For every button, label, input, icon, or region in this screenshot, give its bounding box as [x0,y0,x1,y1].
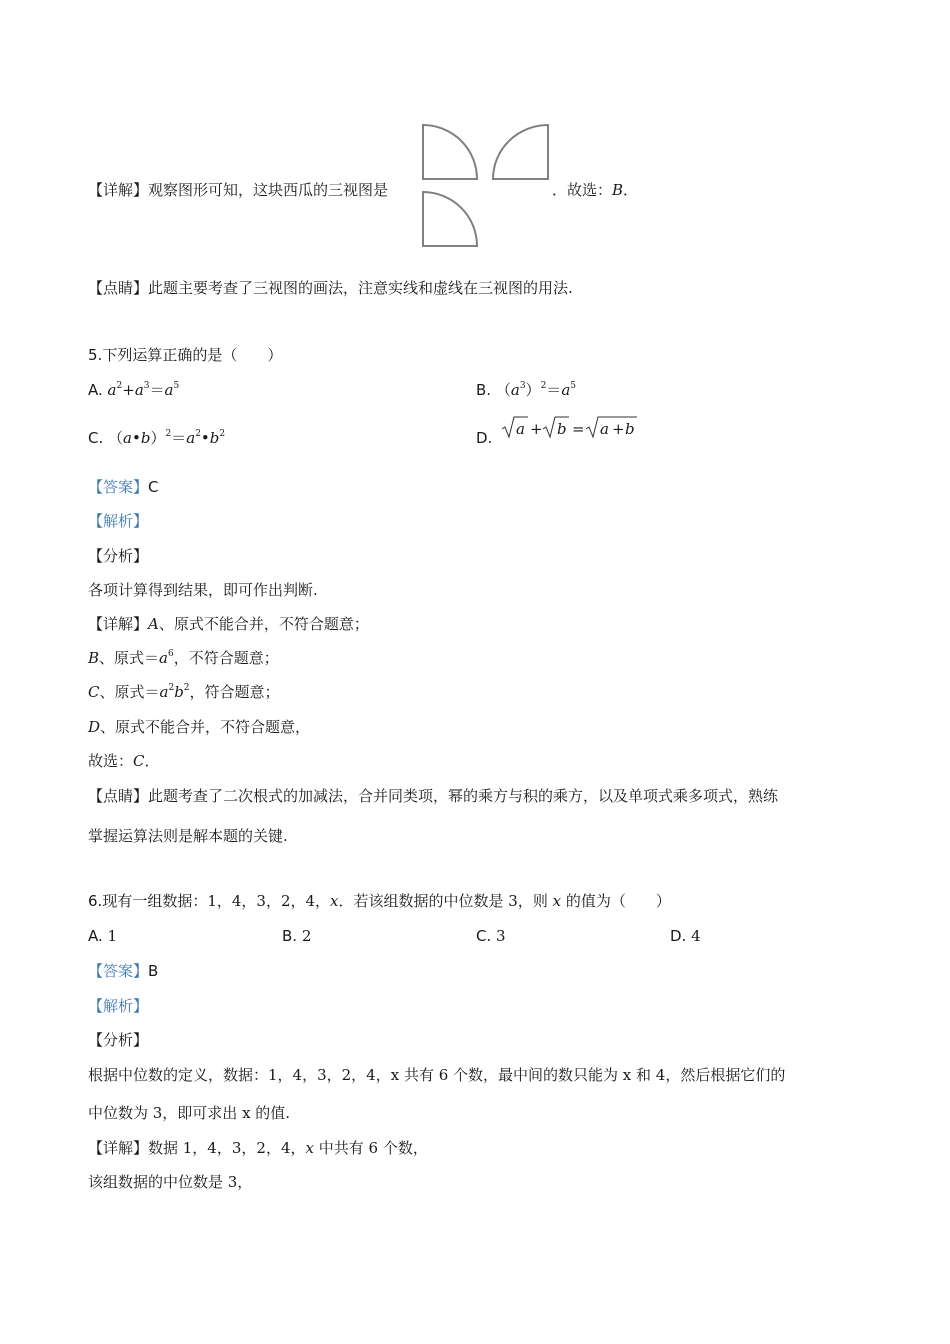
q5-option-b-expr: $(a^3)^2=a^5$ [495,381,576,399]
three-view-figure [420,122,552,250]
q6-fenxi-line1: 根据中位数的定义，数据：1，4，3，2，4，x 共有 6 个数，最中间的数只能为 x 和 4，然后根据它们的 [88,1066,786,1084]
q5-answer-tag: 【答案】 [88,478,149,496]
svg-text:b: b [557,420,567,438]
q5-answer-value: C [148,478,159,496]
svg-text:a: a [600,420,609,438]
top-view-quarter-circle [423,192,477,246]
q5-answer [88,477,159,497]
q5-option-d: D. [476,429,493,447]
q4-note: 【点睛】此题主要考查了三视图的画法，注意实线和虚线在三视图的用法. [88,279,573,297]
q6-detail-line2: 该组数据的中位数是 3， [88,1173,253,1191]
q6-option-a: A. 1 [88,927,118,945]
svg-text:+: + [530,420,543,438]
q5-option-c: C. $(a•b)^2=a^2•b^2$ [88,429,226,447]
q6-stem: 6.现有一组数据：1，4，3，2，4，x．若该组数据的中位数是 3，则 x 的值为（ ） [88,892,671,910]
q5-note-line1: 【点睛】此题考查了二次根式的加减法，合并同类项，幂的乘方与积的乘方，以及单项式乘多项式，熟练 [88,787,779,805]
q6-answer [88,961,158,981]
q5-option-b: B. $(a^3)^2=a^5$ [476,381,576,399]
q5-option-a: A. $a^2+a^3=a^5$ [88,381,180,399]
q5-detail-b: B、原式$=a^6$，不符合题意； [88,649,279,667]
q4-detail-after: ．故选：B． [552,181,639,199]
q6-option-b: B. 2 [282,927,312,945]
q6-detail-line1: 【详解】数据 1，4，3，2，4，x 中共有 6 个数， [88,1139,428,1157]
q5-stem [88,345,282,365]
svg-text:a: a [516,420,525,438]
front-view-quarter-circle [423,125,477,179]
q5-option-a-expr: $a^2+a^3=a^5$ [107,381,180,399]
q6-analysis-tag: 【解析】 [88,997,149,1015]
q6-option-d: D. 4 [670,927,701,945]
q6-fenxi-line2: 中位数为 3，即可求出 x 的值. [88,1104,291,1122]
q5-detail-c: C、原式$=a^2b^2$，符合题意； [88,683,280,701]
q5-analysis-tag: 【解析】 [88,512,149,530]
q6-answer-value: B [148,962,159,980]
q4-detail-before: 【详解】观察图形可知，这块西瓜的三视图是 [88,181,389,199]
svg-text:b: b [625,420,635,438]
side-view-quarter-circle [493,125,548,179]
q5-conclusion: 故选：C． [88,752,160,770]
q5-option-d-radical-expr [500,414,640,442]
q5-detail-d: D、原式不能合并，不符合题意， [88,718,311,736]
q5-detail-a: 【详解】A、原式不能合并，不符合题意； [88,615,369,633]
q6-fenxi-tag: 【分析】 [88,1031,149,1049]
q5-note-line2: 掌握运算法则是解本题的关键. [88,827,288,845]
q5-option-c-expr: $(a•b)^2=a^2•b^2$ [108,429,226,447]
q6-answer-tag: 【答案】 [88,962,149,980]
q5-stem-text: 下列运算正确的是（ ） [102,346,283,364]
q4-detail-line [88,180,388,200]
q6-number: 6. [88,892,103,910]
q4-answer-letter: B [612,181,624,199]
svg-text:=: = [572,420,585,438]
q6-option-c: C. 3 [476,927,506,945]
q5-number: 5. [88,346,103,364]
svg-text:+: + [612,420,625,438]
q5-fenxi-tag: 【分析】 [88,547,149,565]
q5-fenxi-text: 各项计算得到结果，即可作出判断. [88,581,318,599]
